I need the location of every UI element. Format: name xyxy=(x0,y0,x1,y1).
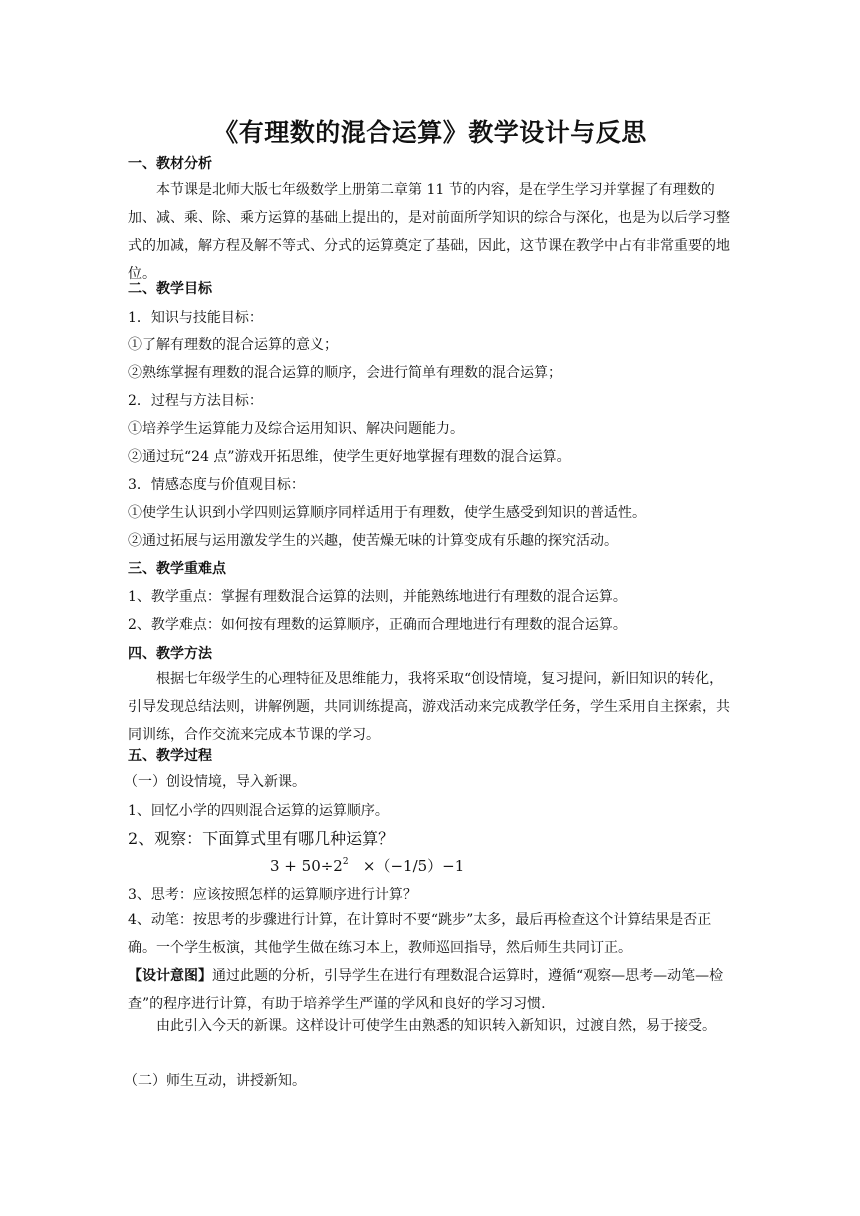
process-item: 2、观察：下面算式里有哪几种运算？ xyxy=(128,829,395,848)
section-heading-teaching-methods: 四、教学方法 xyxy=(128,646,212,662)
process-item: 4、动笔：按思考的步骤进行计算，在计算时不要“跳步”太多，最后再检查这个计算结果是否正确。一个学生板演，其他学生做在练习本上，教师巡回指导，然后师生共同订正。 xyxy=(128,912,712,956)
key-point-line: 1、教学重点：掌握有理数混合运算的法则，并能熟练地进行有理数的混合运算。 xyxy=(128,589,627,605)
math-expression xyxy=(270,855,464,876)
goal-line: ①了解有理数的混合运算的意义； xyxy=(128,337,338,353)
goal-line: 1．知识与技能目标： xyxy=(128,310,263,326)
design-intent-body: 通过此题的分析，引导学生在进行有理数混合运算时，遵循“观察—思考—动笔—检查”的程序进行计算，有助于培养学生严谨的学风和良好的学习习惯. xyxy=(128,968,724,1012)
process-item: 3、思考：应该按照怎样的运算顺序进行计算？ xyxy=(128,887,417,903)
formula-part: ×（−1/5）−1 xyxy=(362,857,465,875)
section-heading-teaching-goals: 二、教学目标 xyxy=(128,281,212,297)
section-heading-textbook-analysis: 一、教材分析 xyxy=(128,156,212,172)
design-intent-label: 【设计意图】 xyxy=(128,968,212,984)
paragraph-textbook-analysis: 本节课是北师大版七年级数学上册第二章第 11 节的内容，是在学生学习并掌握了有理数的加、减、乘、除、乘方运算的基础上提出的，是对前面所学知识的综合与深化，也是为以后学习整式的加减，解方程及解不等式、分式的运算奠定了基础，因此，这节课在教学中占有非常重要的地位。 xyxy=(128,182,730,282)
goal-line: ②通过拓展与运用激发学生的兴趣，使苦燥无味的计算变成有乐趣的探究活动。 xyxy=(128,533,618,549)
paragraph-teaching-methods: 根据七年级学生的心理特征及思维能力，我将采取“创设情境，复习提问，新旧知识的转化，引导发现总结法则，讲解例题，共同训练提高，游戏活动来完成教学任务，学生采用自主探索，共同训练，合作交流来完成本节课的学习。 xyxy=(128,671,730,743)
formula-part: 3 + 50÷2 xyxy=(270,857,343,875)
goal-line: ②熟练掌握有理数的混合运算的顺序，会进行简单有理数的混合运算； xyxy=(128,365,562,381)
goal-line: 3．情感态度与价值观目标： xyxy=(128,477,305,493)
section-heading-teaching-process: 五、教学过程 xyxy=(128,748,212,764)
goal-line: ①培养学生运算能力及综合运用知识、解决问题能力。 xyxy=(128,421,464,437)
key-point-line: 2、教学难点：如何按有理数的运算顺序，正确而合理地进行有理数的混合运算。 xyxy=(128,617,627,633)
formula-exponent: 2 xyxy=(342,857,349,867)
section-heading-key-points: 三、教学重难点 xyxy=(128,561,226,577)
goal-line: ②通过玩“24 点”游戏开拓思维，使学生更好地掌握有理数的混合运算。 xyxy=(128,449,571,465)
goal-line: ①使学生认识到小学四则运算顺序同样适用于有理数，使学生感受到知识的普适性。 xyxy=(128,505,646,521)
process-item: 1、回忆小学的四则混合运算的运算顺序。 xyxy=(128,803,389,819)
design-intent-paragraph xyxy=(128,962,732,1018)
subsection-heading: （一）创设情境，导入新课。 xyxy=(124,774,306,790)
subsection-heading: （二）师生互动，讲授新知。 xyxy=(124,1073,306,1089)
document-title: 《有理数的混合运算》教学设计与反思 xyxy=(213,118,647,147)
goal-line: 2．过程与方法目标： xyxy=(128,393,263,409)
transition-paragraph: 由此引入今天的新课。这样设计可使学生由熟悉的知识转入新知识，过渡自然，易于接受。 xyxy=(156,1018,716,1034)
